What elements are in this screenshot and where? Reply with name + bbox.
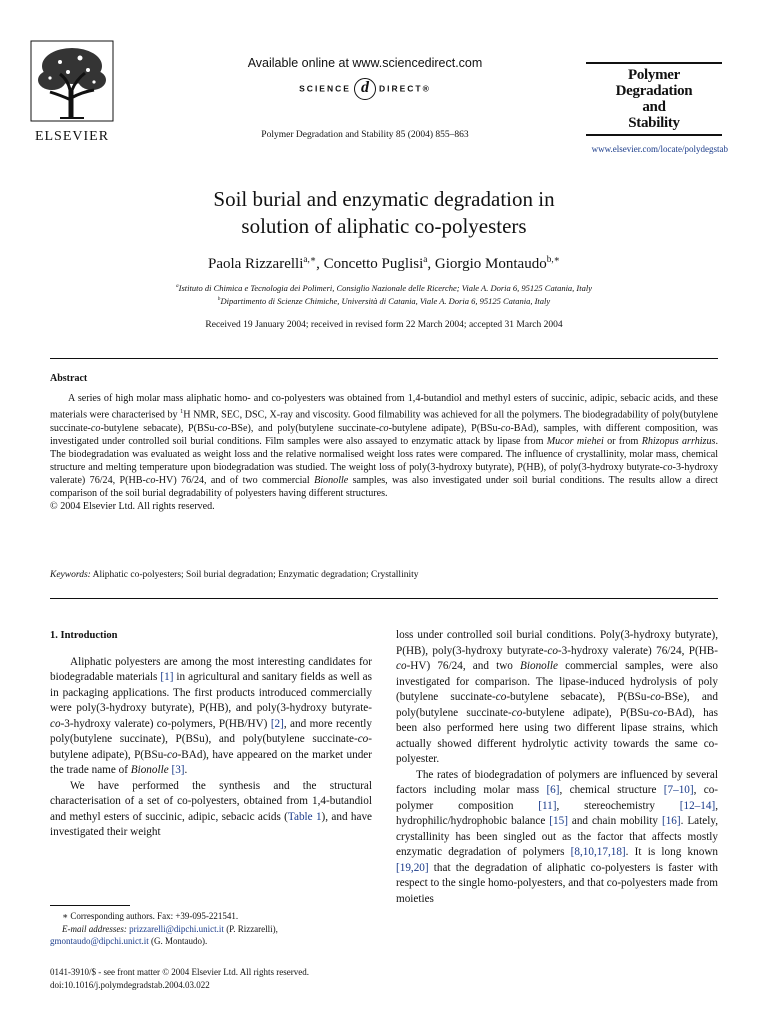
paragraph: The rates of biodegradation of polymers are influenced by several factors including molar mass [6], chemical structure [7–10], co-polymer composition [11], stereochemistry [12–14], hydrophilic/hydrophobic balance [15] and chain mobility [16]. Lately, crystallinity has been singled out as the factor that affects mostly enzymatic degradation of polymers [8,10,17,18]. It is long known [19,20] that the degradation of aliphatic co-polyesters is faster with respect to the single homo-polyesters, and that co-polyesters made from moieties xyxy=(396,768,719,905)
citation-link[interactable]: [15] xyxy=(549,815,568,827)
citation-link[interactable]: [6] xyxy=(546,784,560,796)
front-matter xyxy=(50,966,372,991)
footnote-email: E-mail addresses: prizzarelli@dipchi.unict.it (P. Rizzarelli), gmontaudo@dipchi.unict.it (G. Montaudo). xyxy=(50,923,278,946)
email-link[interactable]: prizzarelli@dipchi.unict.it xyxy=(129,923,224,934)
abstract-text: A series of high molar mass aliphatic homo- and co-polyesters was obtained from 1,4-butandiol and methyl esters of succinic, adipic, sebacic acids, and these materials were characterised by $^1$H NMR, SEC, DSC, X-ray and viscosity. Good filmability was achieved for all the polymers. The biodegradability of poly(butylene succinate-co-butylene sebacate), P(BSu-co-BSe), and poly(butylene succinate-co-butylene adipate), P(BSu-co-BAd), samples, with different composition, was investigated under controlled soil burial conditions. Film samples were also assayed to enzymatic attack by lipase from Mucor miehei or from Rhizopus arrhizus. The biodegradation was evaluated as weight loss and the relative normalised weight loss rates were compared. The influence of crystallinity, molar mass, chemical structure and melting temperature upon biodegradation was studied. The weight loss of poly(3-hydroxy butyrate), P(HB), of poly(3-hydroxy butyrate-co-3-hydroxy valerate) 76/24, P(HB-co-HV) 76/24, and of two commercial Bionolle samples, was also investigated under soil burial conditions. The results allow a direct comparison of the soil burial degradability of polyesters having different structures. © 2004 Elsevier Ltd. All rights reserved. xyxy=(50,393,718,513)
available-online: Available online at www.sciencedirect.com xyxy=(247,56,483,70)
citation-link[interactable]: [16] xyxy=(661,815,681,827)
citation-link[interactable]: [2] xyxy=(270,717,284,730)
keywords: Keywords: Aliphatic co-polyesters; Soil burial degradation; Enzymatic degradation; Crystallinity xyxy=(50,570,419,580)
publisher-name: ELSEVIER xyxy=(34,129,110,144)
author-list: Paola Rizzarelli$^{a,∗}$, Concetto Puglisi$^a$, Giorgio Montaudo$^{b,∗}$ xyxy=(207,255,560,272)
sciencedirect-logo: SCIENCE d DIRECT® xyxy=(200,78,530,100)
journal-citation: Polymer Degradation and Stability 85 (2004) 855–863 xyxy=(261,130,469,140)
right-column xyxy=(396,628,718,907)
abstract-copyright: © 2004 Elsevier Ltd. All rights reserved. xyxy=(50,501,215,513)
footnotes xyxy=(50,910,372,948)
journal-website-link[interactable]: www.elsevier.com/locate/polydegstab xyxy=(591,144,728,154)
journal-title-box xyxy=(586,62,722,136)
section-heading: 1. Introduction xyxy=(50,630,118,641)
paragraph: Aliphatic polyesters are among the most interesting candidates for biodegradable materials [1] in agricultural and sanitary fields as well as in packaging applications. The first products introduced commercially were poly(3-hydroxy butyrate), P(HB), and poly(3-hydroxy butyrate-co-3-hydroxy valerate) co-polymers, P(HB/HV) [2], and more recently poly(butylene succinate), P(BSu), and poly(butylene succinate-co-butylene adipate), P(BSu-co-BAd), have appeared on the market under the trade name of Bionolle [3]. xyxy=(50,655,373,776)
citation-link[interactable]: [7–10] xyxy=(663,784,694,796)
journal-title-line: and xyxy=(642,99,666,115)
citation-link[interactable]: [1] xyxy=(160,671,174,683)
citation-link[interactable]: [8,10,17,18] xyxy=(570,846,626,858)
citation-link[interactable]: [11] xyxy=(538,799,557,812)
author-name: Concetto Puglisi xyxy=(323,256,424,272)
author-name: Paola Rizzarelli xyxy=(207,256,304,272)
left-column xyxy=(50,628,372,841)
table-link[interactable]: Table 1 xyxy=(287,810,322,823)
received-dates: Received 19 January 2004; received in revised form 22 March 2004; accepted 31 March 2004 xyxy=(205,320,563,330)
journal-title-line: Stability xyxy=(628,115,680,131)
sciencedirect-at-icon: d xyxy=(354,78,376,100)
elsevier-logo xyxy=(22,40,122,145)
email-link[interactable]: gmontaudo@dipchi.unict.it xyxy=(50,936,149,946)
abstract-heading: Abstract xyxy=(50,373,88,384)
doi-line: doi:10.1016/j.polymdegradstab.2004.03.022 xyxy=(50,979,210,990)
journal-title-line: Degradation xyxy=(615,83,693,99)
elsevier-tree-icon xyxy=(30,40,114,122)
divider xyxy=(50,358,718,359)
citation-link[interactable]: [12–14] xyxy=(679,799,716,812)
paper-title: Soil burial and enzymatic degradation in solution of aliphatic co-polyesters xyxy=(213,187,555,238)
citation-link[interactable]: [19,20] xyxy=(396,861,429,874)
paragraph: loss under controlled soil burial conditions. Poly(3-hydroxy butyrate), P(HB), poly(3-hydroxy butyrate-co-3-hydroxy valerate) 76/24, P(HB-co-HV) 76/24, and two Bionolle commercial samples, were also investigated for comparison. The lipase-induced hydrolysis of poly (butylene succinate-co-butylene sebacate), P(BSu-co-BSe), and poly(butylene succinate-co-butylene adipate), P(BSu-co-BAd), has been also performed here using two different lipase strains, which actually showed different hydrolytic activity towards the same co-polyester. xyxy=(396,629,719,765)
affiliation-a: $^a$Istituto di Chimica e Tecnologia dei Polimeri, Consiglio Nazionale delle Ricerche; Viale A. Doria 6, 95125 Catania, Italy xyxy=(175,283,593,293)
footnote-corresponding: ∗ Corresponding authors. Fax: +39-095-221541. xyxy=(62,911,239,921)
footnote-rule xyxy=(50,905,130,906)
journal-title-line: Polymer xyxy=(627,67,681,83)
divider xyxy=(50,598,718,599)
affiliation-b: $^b$Dipartimento di Scienze Chimiche, Università di Catania, Viale A. Doria 6, 95125 Catania, Italy xyxy=(217,296,551,306)
author-name: Giorgio Montaudo xyxy=(434,256,547,272)
paragraph: We have performed the synthesis and the structural characterisation of a set of co-polyesters, obtained from 1,4-butandiol and methyl esters of succinic, adipic, sebacic acids (Table 1), and have investigated their weight xyxy=(50,779,373,838)
citation-link[interactable]: [3] xyxy=(171,764,185,776)
issn-line: 0141-3910/$ - see front matter © 2004 Elsevier Ltd. All rights reserved. xyxy=(50,967,310,977)
